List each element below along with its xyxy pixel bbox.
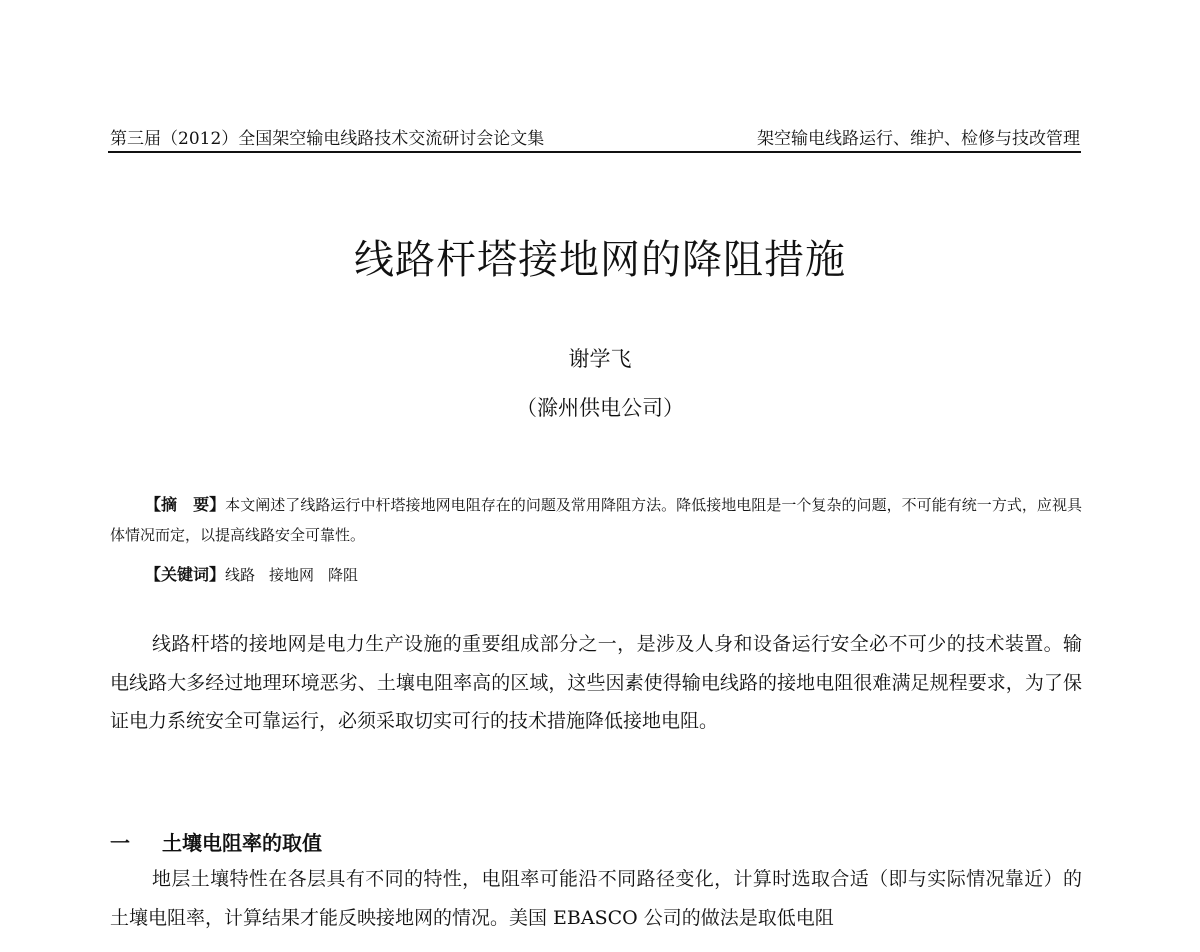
header-rule [108, 151, 1081, 153]
keyword-item: 接地网 [269, 566, 315, 584]
section-heading [110, 827, 322, 856]
running-header-left: 第三届（2012）全国架空输电线路技术交流研讨会论文集 [110, 129, 545, 149]
section-paragraph: 地层土壤特性在各层具有不同的特性，电阻率可能沿不同路径变化，计算时选取合适（即与实际情况靠近）的土壤电阻率，计算结果才能反映接地网的情况。美国 EBASCO 公司的做法是取低电阻 [110, 868, 1082, 929]
keyword-item: 线路 [225, 566, 256, 584]
keywords [145, 562, 372, 585]
abstract [110, 490, 1082, 550]
running-header-right: 架空输电线路运行、维护、检修与技改管理 [757, 129, 1080, 149]
keyword-item: 降阻 [328, 566, 359, 584]
section-title: 土壤电阻率的取值 [162, 831, 322, 855]
keywords-label: 【关键词】 [145, 565, 226, 584]
abstract-text: 本文阐述了线路运行中杆塔接地网电阻存在的问题及常用降阻方法。降低接地电阻是一个复杂的问题，不可能有统一方式，应视具体情况而定，以提高线路安全可靠性。 [110, 496, 1082, 544]
author-affiliation: （滁州供电公司） [516, 396, 684, 420]
paper-title: 线路杆塔接地网的降阻措施 [354, 237, 846, 283]
author-name: 谢学飞 [568, 347, 632, 371]
intro-paragraph: 线路杆塔的接地网是电力生产设施的重要组成部分之一，是涉及人身和设备运行安全必不可少的技术装置。输电线路大多经过地理环境恶劣、土壤电阻率高的区域，这些因素使得输电线路的接地电阻很难满足规程要求，为了保证电力系统安全可靠运行，必须采取切实可行的技术措施降低接地电阻。 [110, 633, 1082, 732]
abstract-label: 【摘 要】 [145, 495, 226, 514]
section-number: 一 [110, 831, 130, 855]
